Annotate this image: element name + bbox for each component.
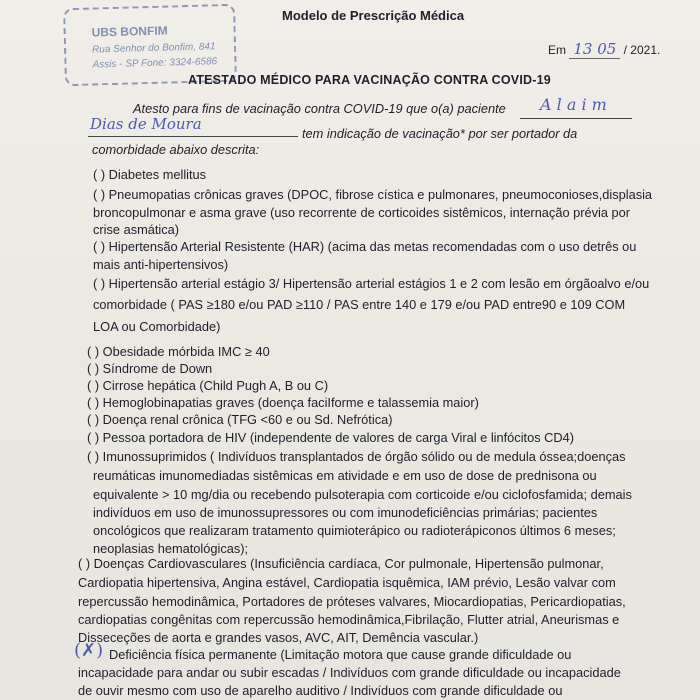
item-hipertensao-estagio3: ( ) Hipertensão arterial estágio 3/ Hipertensão arterial estágios 1 e 2 com lesão em órgãoalvo e/ou <box>93 276 650 291</box>
item-obesidade: ( ) Obesidade mórbida IMC ≥ 40 <box>87 344 270 359</box>
item-cirrose: ( ) Cirrose hepática (Child Pugh A, B ou C) <box>87 378 329 393</box>
item-hipertensao-cont2: LOA ou Comorbidade) <box>93 319 221 334</box>
stamp-clinic-name: UBS BONFIM <box>91 23 168 40</box>
date-prefix: Em <box>548 43 566 57</box>
item-har-cont: mais anti-hipertensivos) <box>93 257 229 272</box>
item-imunossuprimidos: ( ) Imunossuprimidos ( Indivíduos transplantados de órgão sólido ou de medula óssea;doenças <box>87 449 626 464</box>
item-deficiencia-fisica-cont1: incapacidade para andar ou subir escadas / Indivíduos com grande dificuldade ou incapacidade <box>78 665 621 680</box>
date-line <box>548 40 660 58</box>
patient-name-underline-2 <box>88 136 298 137</box>
document-heading: Modelo de Prescrição Médica <box>282 8 465 23</box>
certificate-title: ATESTADO MÉDICO PARA VACINAÇÃO CONTRA COVID-19 <box>188 73 551 87</box>
intro-line-1: Atesto para fins de vacinação contra COVID-19 que o(a) paciente <box>133 101 506 116</box>
handwritten-date: 13 05 <box>569 40 620 59</box>
stamp-address: Rua Senhor do Bonfim, 841 <box>91 41 216 56</box>
item-hipertensao-cont1: comorbidade ( PAS ≥180 e/ou PAD ≥110 / PAS entre 140 e 179 e/ou PAD entre90 e 109 COM <box>93 297 626 312</box>
patient-name-underline-1 <box>520 118 632 119</box>
item-pneumopatias-cont2: crise asmática) <box>93 222 180 237</box>
item-doenca-renal: ( ) Doença renal crônica (TFG <60 e ou Sd. Nefrótica) <box>87 412 393 427</box>
item-deficiencia-fisica: Deficiência física permanente (Limitação motora que cause grande dificuldade ou <box>109 647 572 662</box>
date-year: / 2021. <box>623 43 661 57</box>
item-cardiovasculares-cont4: Disseceções de aorta e grandes vasos, AVC, AIT, Demência vascular.) <box>78 630 479 645</box>
stamp-city-phone: Assis - SP Fone: 3324-6586 <box>92 56 218 71</box>
intro-line-3: comorbidade abaixo descrita: <box>92 142 260 157</box>
item-imunossuprimidos-cont3: indivíduos em uso de imunossupressores ou com imunodeficiências primárias; pacientes <box>93 505 598 520</box>
item-hiv: ( ) Pessoa portadora de HIV (independente de valores de carga Viral e linfócitos CD4) <box>87 430 575 445</box>
item-cardiovasculares: ( ) Doenças Cardiovasculares (Insuficiência cardíaca, Cor pulmonale, Hipertensão pulmonar, <box>78 556 604 571</box>
item-imunossuprimidos-cont4: oncológicos que realizaram tratamento quimioterápico ou radioterápiconos últimos 6 meses; <box>93 523 616 538</box>
item-har: ( ) Hipertensão Arterial Resistente (HAR) (acima das metas recomendadas com o uso detrês ou <box>93 239 637 254</box>
item-cardiovasculares-cont1: Cardiopatia hipertensiva, Angina estável, Cardiopatia isquêmica, IAM prévio, Lesão valvar com <box>78 575 616 590</box>
item-pneumopatias-cont1: broncopulmonar e asma grave (uso recorrente de corticoides sistêmicos, internação prévia por <box>93 205 631 220</box>
patient-name-handwritten-2: Dias de Moura <box>90 115 202 133</box>
intro-line-2: tem indicação de vacinação* por ser portador da <box>302 126 578 141</box>
item-hemoglobinapatias: ( ) Hemoglobinapatias graves (doença faciIforme e talassemia maior) <box>87 395 479 410</box>
item-cardiovasculares-cont2: repercussão hemodinâmica, Portadores de próteses valvares, Miocardiopatias, Pericardiopatias, <box>78 594 626 609</box>
item-imunossuprimidos-cont5: neoplasias hematológicas); <box>93 541 249 556</box>
item-deficiencia-fisica-cont2: de ouvir mesmo com uso de aparelho auditivo / Indivíduos com grande dificuldade ou <box>78 683 563 698</box>
item-imunossuprimidos-cont1: reumáticas imunomediadas sistêmicas em atividade e em uso de dose de prednisona ou <box>93 468 597 483</box>
checked-checkbox-mark: (✗) <box>74 640 104 661</box>
patient-name-handwritten-1: A l a i m <box>540 95 607 114</box>
item-diabetes: ( ) Diabetes mellitus <box>93 167 207 182</box>
item-imunossuprimidos-cont2: equivalente > 10 mg/dia ou recebendo pulsoterapia com corticoide e/ou ciclofosfamida; demais <box>93 487 632 502</box>
item-pneumopatias: ( ) Pneumopatias crônicas graves (DPOC, fibrose cística e pulmonares, pneumoconioses,displasia <box>93 187 653 202</box>
item-cardiovasculares-cont3: cardiopatias congênitas com repercussão hemodinâmica,Fibrilação, Flutter atrial, Aneurismas e <box>78 612 620 627</box>
item-sindrome-down: ( ) Síndrome de Down <box>87 361 213 376</box>
